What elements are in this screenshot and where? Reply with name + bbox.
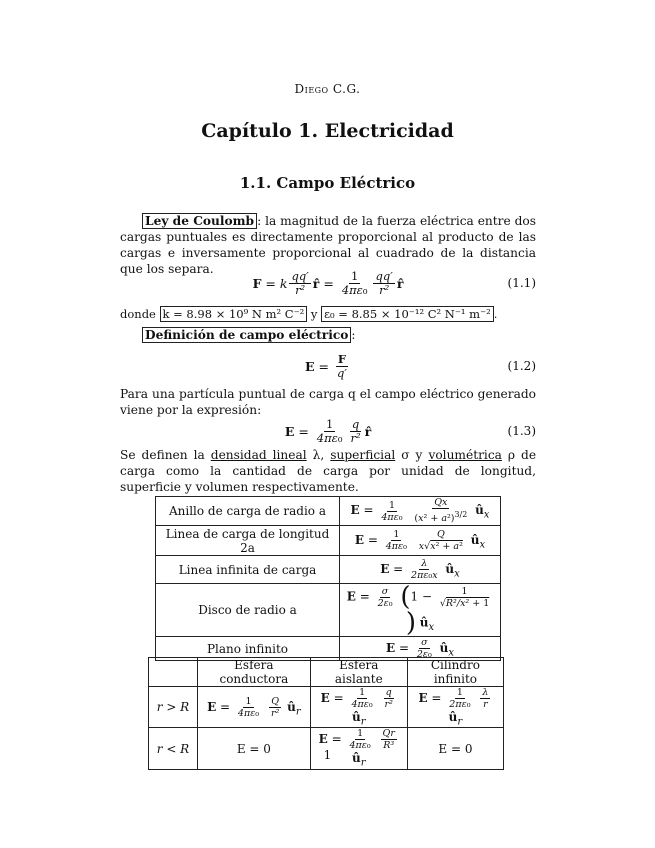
point-charge-paragraph: Para una partícula puntual de carga q el campo eléctrico generado viene por la expresión: <box>120 387 536 417</box>
field-formulas-table <box>155 496 501 661</box>
eq-1-1-number: (1.1) <box>507 276 536 290</box>
coulomb-text: : la magnitud de la fuerza eléctrica entre dos cargas puntuales es directamente proporcional al producto de las cargas e inversamente proporcional al cuadrado de la distancia que los separa. <box>120 214 536 276</box>
eq-1-3-number: (1.3) <box>507 424 536 438</box>
row-label: Plano infinito <box>156 637 340 661</box>
field-def-term: Definición de campo eléctrico <box>142 327 351 343</box>
header-cell: Cilindro infinito <box>407 658 503 687</box>
equation-1-3: E = $\frac{1}{\text{4πε₀}}$ $\frac{q}{\text{r²}}$ r̂ (1.3) <box>284 416 536 445</box>
field-def-suffix: : <box>351 328 356 342</box>
table-row <box>156 556 501 584</box>
table-row <box>149 687 504 728</box>
row-label: Linea infinita de carga <box>156 556 340 584</box>
zero-cell: E = 0 <box>198 728 311 769</box>
table-row <box>156 526 501 556</box>
chapter-title: Capítulo 1. Electricidad <box>201 120 454 142</box>
constants-joiner: y <box>310 307 318 321</box>
constants-prefix: donde <box>120 307 156 321</box>
section-title: 1.1. Campo Eléctrico <box>239 174 416 192</box>
formula-cell: E = $\frac{1}{\text{4πε₀}}$ $\frac{q}{\text{r²}}$ $û_r$ <box>310 687 407 728</box>
formula-cell: E = $\frac{1}{\text{2πε₀}}$ $\frac{\lambda}{r}$ $û_r$ <box>407 687 503 728</box>
author: Diego C.G. <box>294 82 361 96</box>
empty-header-cell <box>149 658 198 687</box>
densities-volumetrica: volumétrica <box>428 448 502 462</box>
formula-cell: E = $\frac{\lambda}{\text{2πε₀x}}$ $û_x$ <box>340 556 501 584</box>
table-row <box>156 584 501 637</box>
coulomb-term: Ley de Coulomb <box>142 213 257 229</box>
header-cell: Esfera aislante <box>310 658 407 687</box>
formula-cell: E = $\frac{1}{\text{4πε₀}}$ $\frac{Q}{\text{x√x² + a²}}$ $û_x$ <box>340 526 501 556</box>
table-header-row <box>149 658 504 687</box>
row-label: r < R <box>149 728 198 769</box>
densities-lineal: densidad lineal <box>210 448 307 462</box>
k-constant: k = 8.98 × 10⁹ N m² C⁻² <box>160 306 308 322</box>
eq-1-2-number: (1.2) <box>507 359 536 373</box>
formula-cell: E = $\frac{1}{\text{4πε₀}}$ $\frac{Qx}{(x^2 + a^2)^{3/2}}$ $û_x$ <box>340 497 501 526</box>
page-number: 1 <box>323 748 332 762</box>
densities-p4: ρ de carga como la cantidad de carga por unidad de longitud, superficie y volumen respectivamente. <box>120 448 537 494</box>
densities-p3: σ y <box>401 448 423 462</box>
formula-cell: E = $\frac{1}{\text{4πε₀}}$ $\frac{Q}{\text{r²}}$ $û_r$ <box>198 687 311 728</box>
constants-line <box>120 306 536 322</box>
equation-1-1: F = k $\frac{qq'}{\text{r²}}$ r̂ = $\frac{1}{\text{4πε₀}}$ $\frac{qq'}{\text{r²}}$ r̂ (1.1) <box>252 268 536 297</box>
eps-constant: ε₀ = 8.85 × 10⁻¹² C² N⁻¹ m⁻² <box>321 306 494 322</box>
field-def-line <box>120 327 536 343</box>
row-label: r > R <box>149 687 198 728</box>
formula-cell: E = $\frac{\sigma}{\text{2ε₀}}$ $û_x$ <box>340 637 501 661</box>
equation-1-2: E = $\frac{F}{q'}$ (1.2) <box>305 351 536 380</box>
constants-suffix: . <box>493 307 498 321</box>
row-label: Linea de carga de longitud 2a <box>156 526 340 556</box>
densities-p1: Se definen la <box>120 448 205 462</box>
row-label: Disco de radio a <box>156 584 340 637</box>
densities-paragraph <box>120 447 536 495</box>
zero-cell: E = 0 <box>407 728 503 769</box>
table-row <box>156 497 501 526</box>
formula-cell: E = $\frac{\sigma}{\text{2ε₀}}$ (1 − $\frac{1}{\text{√R²/x² + 1}}$ ) $û_x$ <box>340 584 501 637</box>
formula-cell: E = $\frac{1}{\text{4πε₀}}$ $\frac{Qr}{\text{R³}}$ $û_r$ <box>310 728 407 769</box>
header-cell: Esfera conductora <box>198 658 311 687</box>
densities-superficial: superficial <box>330 448 396 462</box>
row-label: Anillo de carga de radio a <box>156 497 340 526</box>
densities-p2: λ, <box>312 448 325 462</box>
